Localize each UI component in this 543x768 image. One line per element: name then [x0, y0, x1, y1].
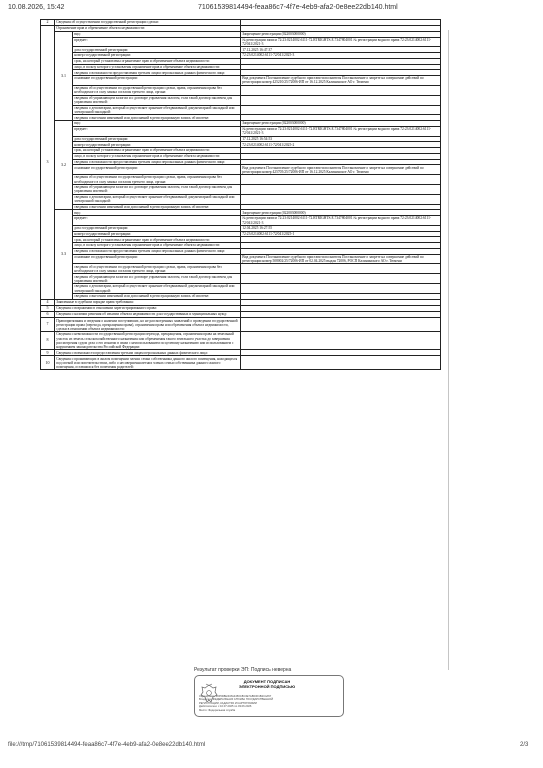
table-row: [41, 105, 441, 115]
field-label: лицо, в пользу которого установлены ограничение прав и обременение объекта недвижимости:: [73, 64, 241, 70]
table-row: [41, 37, 441, 47]
field-value: [241, 95, 441, 105]
field-label: сведения об управляющем залогом и о договоре управления залогом, если такой договор заключен для управления ипотекой:: [73, 274, 241, 284]
row-label: Сведения о невозможности государственной регистрации перехода, прекращения, ограничения права на земельный участок из земель сельскохозяйственного назначения или обременения такого земельного участка до завершения рассмотрения судом дела о его изъятии в связи с неиспользованием по целевому назначению или использованием с нарушением законодательства Российской Федерации:: [55, 332, 241, 350]
table-row: [41, 85, 441, 95]
field-label: дата государственной регистрации:: [73, 47, 241, 53]
field-label: вид:: [73, 121, 241, 127]
field-label: срок, на который установлены ограничение прав и обременение объекта недвижимости:: [73, 58, 241, 64]
field-label: лицо, в пользу которого установлены ограничение прав и обременение объекта недвижимости:: [73, 153, 241, 159]
table-row: [41, 126, 441, 136]
field-value: 17.12.2025 16:47:37: [241, 47, 441, 53]
row-label: Сведения о возможности предоставления третьим лицам персональных данных физического лица:: [55, 350, 241, 356]
field-value: Вид документа Постановление судебного пристава-исполнителя Постановление о запрете на совершение действий по регистрации номер 425210/25/72006-ИП от 16.12.2025 Калининское АО г. Тюмени: [241, 76, 441, 86]
stamp-detail-line: Сертификат: 00F5D8E3C8A4450C8C3E7A8D3F1B2C4A57: [199, 695, 272, 698]
row-number: 2: [41, 20, 55, 26]
field-label: дата государственной регистрации:: [73, 136, 241, 142]
field-value: Запрещение регистрации (022003000000): [241, 121, 441, 127]
field-value: № регистрации записи 72:23:0214002:6111-72.RTRIGHTS.Е.7347804001 № регистрации водного права 72:23:0214002:6111-72/041/2021-3: [241, 37, 441, 47]
row-number: 5: [41, 305, 55, 311]
field-value: [241, 85, 441, 95]
print-footer-url: file:///tmp/71061539814494-feaa86c7-4f7e-4eb9-afa2-0e8ee22db140.html: [8, 742, 206, 748]
field-label: сведения об осуществлении государственной регистрации сделки, права, ограничения права без необходимого в силу закона согласия третьего лица, органа:: [73, 85, 241, 95]
row-number: 3: [41, 26, 55, 299]
entry-number: 3.2: [55, 121, 73, 210]
field-value: [241, 264, 441, 274]
field-label: срок, на который установлены ограничение прав и обременение объекта недвижимости:: [73, 237, 241, 243]
table-row: [41, 264, 441, 274]
field-label: сведения об осуществлении государственной регистрации сделки, права, ограничения права без необходимого в силу закона согласия третьего лица, органа:: [73, 264, 241, 274]
field-value: 17.12.2025 16:54:53: [241, 136, 441, 142]
field-value: [241, 274, 441, 284]
row-value: [241, 332, 441, 350]
document-sheet: [40, 19, 440, 724]
row-number: 7: [41, 318, 55, 332]
field-label: номер государственной регистрации:: [73, 53, 241, 59]
table-row: [41, 76, 441, 86]
row-label: Заявленные в судебном порядке права требования:: [55, 299, 241, 305]
field-label: основание государственной регистрации:: [73, 165, 241, 175]
field-label: сведения о возможности предоставления третьим лицам персональных данных физического лица:: [73, 70, 241, 76]
scan-margin-line: [448, 30, 449, 670]
print-document-title: 71061539814494-feaa86c7-4f7e-4eb9-afa2-0e8ee22db140.html: [198, 4, 398, 11]
stamp-detail-line: РЕГИСТРАЦИИ, КАДАСТРА И КАРТОГРАФИИ: [199, 701, 257, 705]
row-value: [241, 318, 441, 332]
row-number: 6: [41, 312, 55, 318]
field-label: сведения об осуществлении государственной регистрации сделки, права, ограничения права без необходимого в силу закона согласия третьего лица, органа:: [73, 175, 241, 185]
field-label: основание государственной регистрации:: [73, 254, 241, 264]
registry-table: [40, 19, 441, 370]
field-label: дата государственной регистрации:: [73, 225, 241, 231]
field-value: [241, 284, 441, 294]
field-label: предмет:: [73, 37, 241, 47]
stamp-detail-line: Место: Федеральная служба: [199, 708, 236, 712]
table-row: [41, 332, 441, 350]
row-value: [241, 356, 441, 370]
stamp-detail-line: Владелец: ФЕДЕРАЛЬНАЯ СЛУЖБА ГОСУДАРСТВЕННОЙ: [199, 698, 274, 702]
row-number: 8: [41, 332, 55, 350]
table-row: [41, 95, 441, 105]
field-value: [241, 194, 441, 204]
row-number: 9: [41, 350, 55, 356]
row-label: Правопритязания и сведения о наличии поступивших, но не рассмотренных заявлений о проведении государственной регистрации права (перехода, прекращения права), ограничения права или обременения объекта недвижимости, сделки в отношении объекта недвижимости:: [55, 318, 241, 332]
table-row: [41, 194, 441, 204]
table-row: [41, 356, 441, 370]
table-row: [41, 254, 441, 264]
table-row: [41, 274, 441, 284]
row-number: 10: [41, 356, 55, 370]
field-label: вид:: [73, 31, 241, 37]
field-value: [241, 105, 441, 115]
table-row: [41, 284, 441, 294]
field-value: № регистрации записи 72:23:0214002:6111-72.RTRIGHTS.Е.7347804001 № регистрации водного права 72:23:0214002:6111-72/041/2021-3: [241, 216, 441, 226]
table-row: [41, 216, 441, 226]
restrictions-heading: Ограничение прав и обременение объекта недвижимости:: [55, 26, 241, 32]
row-label: Сведения об осуществлении государственной регистрации сделки:: [55, 20, 241, 26]
field-value: 72:23:0214002:6111-72/041/2025-2: [241, 142, 441, 148]
print-page-number: 2/3: [520, 742, 529, 748]
signature-block: [190, 667, 350, 719]
stamp-detail-line: Действителен: с 10.07.2025 по 03.06.2026: [199, 705, 252, 709]
field-label: сведения о депозитарии, который осуществляет хранение обездвиженной документарной закладной или электронной закладной:: [73, 284, 241, 294]
e-signature-stamp: [194, 675, 344, 717]
field-value: Вид документа Постановление судебного пристава-исполнителя Постановление о запрете на совершение действий по регистрации номер 508002/25/72006-ИП от 02.04.2025 выдан 72006, РОСП Калининского АО г. Тюмени: [241, 254, 441, 264]
stamp-heading: ДОКУМЕНТ ПОДПИСАН ЭЛЕКТРОННОЙ ПОДПИСЬЮ: [238, 679, 296, 689]
field-label: лицо, в пользу которого установлены ограничение прав и обременение объекта недвижимости:: [73, 243, 241, 249]
field-value: Запрещение регистрации (022003000000): [241, 210, 441, 216]
field-value: № регистрации записи 72:23:0214002:6111-72.RTRIGHTS.Е.7347804001 № регистрации водного права 72:23:0214002:6111-72/041/2021-3: [241, 126, 441, 136]
table-row: [41, 175, 441, 185]
field-value: [241, 175, 441, 185]
field-label: сведения об управляющем залогом и о договоре управления залогом, если такой договор заключен для управления ипотекой:: [73, 95, 241, 105]
signature-check-result: Результат проверки ЭП: Подпись неверна: [194, 667, 292, 673]
field-value: Вид документа Постановление судебного пристава-исполнителя Постановление о запрете на совершение действий по регистрации номер 425705/25/72006-ИП от 16.12.2025 Калининское АО г. Тюмени: [241, 165, 441, 175]
field-label: номер государственной регистрации:: [73, 231, 241, 237]
row-label: Сведения о возражении в отношении зарегистрированного права:: [55, 305, 241, 311]
field-label: сведения о внесении изменений или дополнений в регистрационную запись об ипотеке:: [73, 115, 241, 121]
field-label: сведения о депозитарии, который осуществляет хранение обездвиженной документарной закладной или электронной закладной:: [73, 105, 241, 115]
entry-number: 3.1: [55, 31, 73, 120]
field-label: сведения о возможности предоставления третьим лицам персональных данных физического лица:: [73, 248, 241, 254]
entry-number: 3.3: [55, 210, 73, 299]
field-label: предмет:: [73, 126, 241, 136]
table-row: [41, 165, 441, 175]
row-number: 4: [41, 299, 55, 305]
field-label: сведения о внесении изменений или дополнений в регистрационную запись об ипотеке:: [73, 204, 241, 210]
field-label: вид:: [73, 210, 241, 216]
field-value: 12.04.2025 16:27:55: [241, 225, 441, 231]
field-label: предмет:: [73, 216, 241, 226]
print-datetime: 10.08.2026, 15:42: [8, 4, 65, 11]
field-value: Запрещение регистрации (022003000000): [241, 31, 441, 37]
row-label: Сведения о наличии решения об изъятии объекта недвижимости для государственных и муниципальных нужд:: [55, 312, 241, 318]
field-value: [241, 185, 441, 195]
field-label: сведения об управляющем залогом и о договоре управления залогом, если такой договор заключен для управления ипотекой:: [73, 185, 241, 195]
field-label: сведения о депозитарии, который осуществляет хранение обездвиженной документарной закладной или электронной закладной:: [73, 194, 241, 204]
field-label: основание государственной регистрации:: [73, 76, 241, 86]
stamp-details: [199, 695, 339, 712]
table-row: [41, 318, 441, 332]
row-label: Сведения о проживающих в жилом помещении членах семьи собственника данного жилого помещения, находящихся под опекой или попечительством, либо о несовершеннолетних членах семьи собственника данного жилого помещения, оставшихся без попечения родителей:: [55, 356, 241, 370]
field-label: номер государственной регистрации:: [73, 142, 241, 148]
table-row: [41, 185, 441, 195]
field-value: 72:23:0214002:6111-72/041/2025-1: [241, 231, 441, 237]
field-value: 72:23:0214002:6111-72/041/2025-3: [241, 53, 441, 59]
field-label: срок, на который установлены ограничение прав и обременение объекта недвижимости:: [73, 148, 241, 154]
field-label: сведения о внесении изменений или дополнений в регистрационную запись об ипотеке:: [73, 293, 241, 299]
field-label: сведения о возможности предоставления третьим лицам персональных данных физического лица:: [73, 159, 241, 165]
